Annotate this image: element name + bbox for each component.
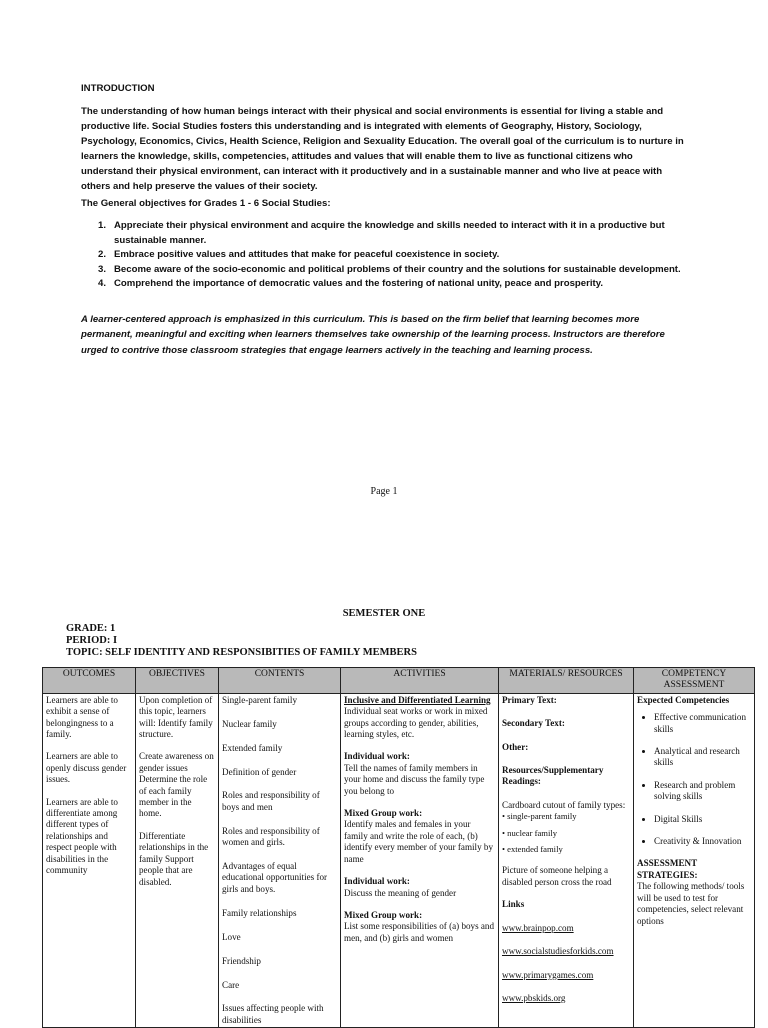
outcome-item: Learners are able to openly discuss gender issues. — [46, 751, 127, 785]
objective-item: 2. Embrace positive values and attitudes that make for peaceful coexistence in society. — [98, 249, 500, 260]
picture-text: Picture of someone helping a disabled person cross the road — [502, 865, 612, 887]
topic-label: TOPIC: SELF IDENTITY AND RESPONSIBITIES OF FAMILY MEMBERS — [66, 647, 417, 658]
intro-heading: INTRODUCTION — [81, 83, 155, 94]
approach-paragraph: A learner-centered approach is emphasized in this curriculum. This is based on the firm belief that learning becomes more permanent, meaningful and exciting when learners themselves take ownership of the learning process. Instructors are therefore urged to contrive those classroom strategies that engage learners actively in the teaching and learning process. — [81, 314, 665, 356]
materials-cell — [499, 693, 634, 1027]
primary-text-label: Primary Text: — [502, 694, 557, 705]
header-assessment: COMPETENCY ASSESSMENT — [634, 668, 755, 694]
contents-cell — [219, 693, 341, 1027]
header-outcomes: OUTCOMES — [43, 668, 136, 694]
objective-cell-item: Differentiate relationships in the family Support people that are disabled. — [139, 830, 209, 887]
mixed-group-heading: Mixed Group work: — [344, 909, 423, 920]
curriculum-table — [42, 667, 755, 1028]
content-item: Roles and responsibility of women and girls. — [222, 825, 320, 848]
outcomes-cell — [43, 693, 136, 1027]
individual-work-heading: Individual work: — [344, 876, 410, 887]
objectives-heading: The General objectives for Grades 1 - 6 Social Studies: — [81, 198, 331, 209]
grade-label: GRADE: 1 — [66, 623, 116, 634]
objective-item: 1. Appreciate their physical environment and acquire the knowledge and skills needed to interact with it in a productive but sustainable manner. — [98, 220, 665, 246]
competencies-heading: Expected Competencies — [637, 694, 730, 705]
link-brainpop[interactable]: www.brainpop.com — [502, 922, 574, 933]
inclusive-text: Individual seat works or work in mixed groups according to gender, abilities, learning styles, etc. — [344, 706, 488, 740]
outcome-item: Learners are able to exhibit a sense of belongingness to a family. — [46, 694, 118, 740]
secondary-text-label: Secondary Text: — [502, 718, 565, 729]
content-item: Issues affecting people with disabilities — [222, 1003, 324, 1025]
mixed-group-text: Identify males and females in your family and write the role of each, (b) identify every member of your family by name — [344, 819, 493, 864]
individual-work-heading: Individual work: — [344, 751, 410, 762]
family-type-item: • nuclear family — [502, 827, 558, 838]
inclusive-heading: Inclusive and Differentiated Learning — [344, 694, 491, 705]
table-row — [43, 693, 755, 1027]
content-item: Extended family — [222, 742, 283, 753]
resources-label: Resources/Supplementary Readings: — [502, 765, 604, 787]
intro-paragraph: The understanding of how human beings interact with their physical and social environments is essential for living a stable and productive life. Social Studies fosters this understanding and is integrated with elements of Geography, History, Sociology, Psychology, Economics, Civics, Health Science, Religion and Sexuality Education. The overall goal of the curriculum is to nurture in learners the knowledge, skills, competencies, attitudes and values that will enable them to live as functional citizens who understand their physical environment, can interact with it productively and in a sustainable manner and who live at peace with others and help preserve the values of their society. — [81, 106, 684, 193]
header-activities: ACTIVITIES — [341, 668, 499, 694]
family-type-item: • single-parent family — [502, 811, 577, 822]
cutout-text: Cardboard cutout of family types: — [502, 799, 626, 810]
header-materials: MATERIALS/ RESOURCES — [499, 668, 634, 694]
header-objectives: OBJECTIVES — [136, 668, 219, 694]
objectives-list — [81, 219, 681, 292]
competency-item: • Analytical and research skills — [654, 746, 751, 769]
mixed-group-text: List some responsibilities of (a) boys and men, and (b) girls and women — [344, 921, 495, 943]
page-footer: Page 1 — [370, 486, 398, 497]
link-pbskids[interactable]: www.pbskids.org — [502, 992, 566, 1003]
content-item: Care — [222, 979, 240, 990]
content-item: Nuclear family — [222, 718, 277, 729]
individual-work-text: Tell the names of family members in your home and discuss the family type you belong to — [344, 762, 485, 796]
content-item: Roles and responsibility of boys and men — [222, 790, 320, 812]
competency-item: • Creativity & Innovation — [654, 836, 751, 847]
period-label: PERIOD: I — [66, 635, 118, 646]
other-label: Other: — [502, 741, 529, 752]
objective-cell-item: Create awareness on gender issues Determine the role of each family member in the home. — [139, 751, 214, 819]
table-header-row — [43, 668, 755, 694]
family-type-item: • extended family — [502, 844, 563, 855]
header-contents: CONTENTS — [219, 668, 341, 694]
strategies-heading: ASSESSMENT STRATEGIES: — [637, 858, 698, 880]
objectives-cell — [136, 693, 219, 1027]
objective-item: 3. Become aware of the socio-economic and political problems of their country and the solutions for sustainable development. — [98, 263, 681, 275]
assessment-cell — [634, 693, 755, 1027]
competency-item: • Digital Skills — [654, 814, 751, 825]
content-item: Advantages of equal educational opportunities for girls and boys. — [222, 861, 328, 894]
content-item: Family relationships — [222, 907, 297, 918]
link-socialstudiesforkids[interactable]: www.socialstudiesforkids.com — [502, 946, 614, 957]
link-primarygames[interactable]: www.primarygames.com — [502, 969, 594, 980]
activities-cell — [341, 693, 499, 1027]
strategies-text: The following methods/ tools will be used to test for competencies, select relevant options — [637, 881, 745, 926]
individual-work-text: Discuss the meaning of gender — [344, 887, 457, 898]
outcome-item: Learners are able to differentiate among different types of relationships and respect people with disabilities in the community — [46, 796, 118, 876]
competencies-list — [637, 712, 751, 847]
content-item: Definition of gender — [222, 766, 297, 777]
semester-title: SEMESTER ONE — [342, 608, 426, 619]
content-item: Love — [222, 931, 241, 942]
links-heading: Links — [502, 899, 525, 910]
mixed-group-heading: Mixed Group work: — [344, 808, 423, 819]
competency-item: • Effective communication skills — [654, 712, 751, 735]
content-item: Friendship — [222, 955, 261, 966]
objective-item: 4. Comprehend the importance of democratic values and the fostering of national unity, peace and prosperity. — [98, 278, 604, 289]
content-item: Single-parent family — [222, 694, 298, 705]
objective-cell-item: Upon completion of this topic, learners will: Identify family structure. — [139, 694, 213, 740]
competency-item: • Research and problem solving skills — [654, 780, 751, 803]
